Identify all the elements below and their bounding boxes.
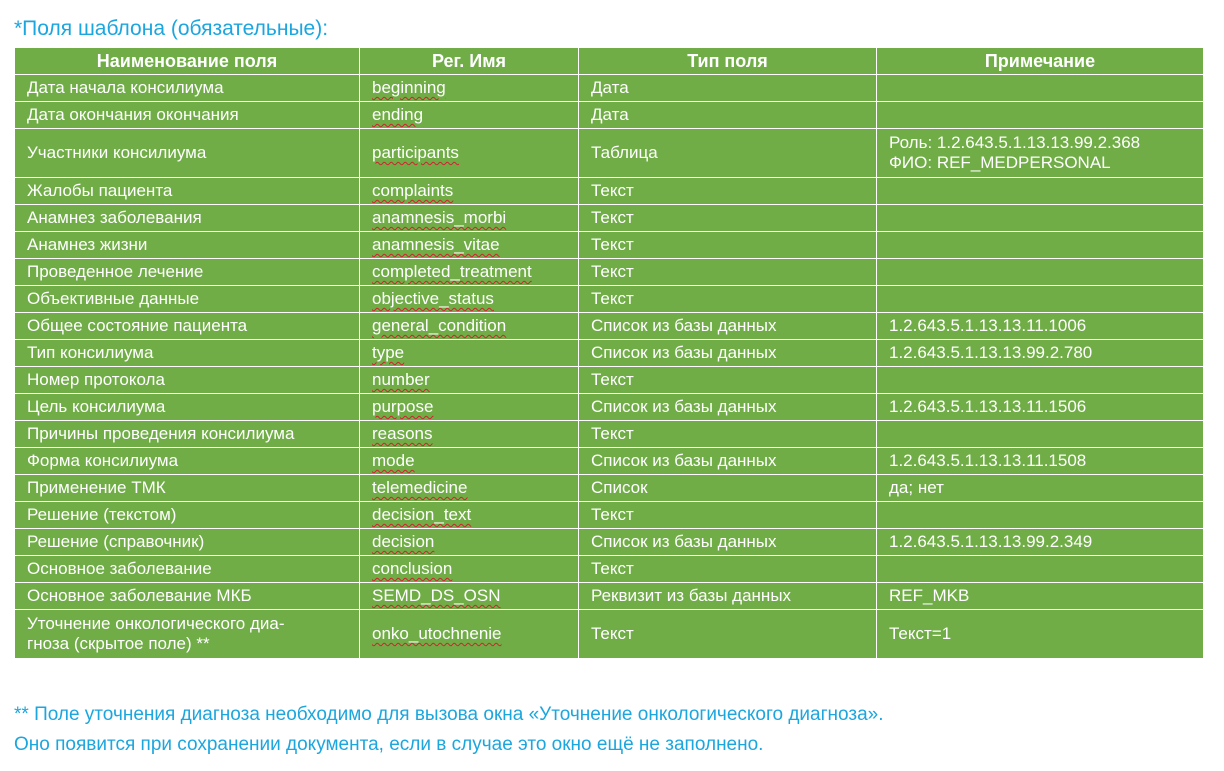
reg-name-cell xyxy=(360,205,579,232)
reg-name-cell xyxy=(360,340,579,367)
note-cell: REF_MKB xyxy=(877,583,1204,610)
field-name-cell: Основное заболевание МКБ xyxy=(15,583,360,610)
reg-name-cell xyxy=(360,313,579,340)
reg-name-cell xyxy=(360,394,579,421)
reg-name-cell xyxy=(360,102,579,129)
field-name-cell: Решение (справочник) xyxy=(15,529,360,556)
field-name-cell: Форма консилиума xyxy=(15,448,360,475)
field-type-cell: Список из базы данных xyxy=(579,340,877,367)
note-cell: 1.2.643.5.1.13.13.11.1006 xyxy=(877,313,1204,340)
reg-name-text: participants xyxy=(372,143,459,162)
table-row xyxy=(15,178,1204,205)
note-cell: 1.2.643.5.1.13.13.99.2.780 xyxy=(877,340,1204,367)
template-fields-table xyxy=(14,47,1204,659)
note-cell xyxy=(877,367,1204,394)
reg-name-cell xyxy=(360,502,579,529)
column-header-note: Примечание xyxy=(877,48,1204,75)
footnote-line-1: ** Поле уточнения диагноза необходимо для вызова окна «Уточнение онкологического диагноза». xyxy=(14,704,884,725)
table-row xyxy=(15,529,1204,556)
field-name-cell: Тип консилиума xyxy=(15,340,360,367)
field-name-cell: Анамнез заболевания xyxy=(15,205,360,232)
note-cell: 1.2.643.5.1.13.13.11.1506 xyxy=(877,394,1204,421)
reg-name-cell xyxy=(360,286,579,313)
field-name-cell: Основное заболевание xyxy=(15,556,360,583)
table-header-row xyxy=(15,48,1204,75)
field-name-cell: Применение ТМК xyxy=(15,475,360,502)
table-row xyxy=(15,205,1204,232)
field-type-cell: Текст xyxy=(579,286,877,313)
reg-name-text: conclusion xyxy=(372,559,453,578)
reg-name-cell xyxy=(360,556,579,583)
note-cell xyxy=(877,178,1204,205)
table-row xyxy=(15,502,1204,529)
field-name-cell: Общее состояние пациента xyxy=(15,313,360,340)
field-type-cell: Текст xyxy=(579,556,877,583)
table-row xyxy=(15,448,1204,475)
field-name-cell xyxy=(15,610,360,659)
reg-name-text: beginning xyxy=(372,78,446,97)
note-cell: 1.2.643.5.1.13.13.11.1508 xyxy=(877,448,1204,475)
field-type-cell: Список xyxy=(579,475,877,502)
reg-name-text: onko_utochnenie xyxy=(372,624,502,643)
note-line: ФИО: REF_MEDPERSONAL xyxy=(889,153,1111,172)
field-name-cell: Причины проведения консилиума xyxy=(15,421,360,448)
field-type-cell: Список из базы данных xyxy=(579,313,877,340)
column-header-name: Наименование поля xyxy=(15,48,360,75)
field-type-cell: Список из базы данных xyxy=(579,529,877,556)
reg-name-cell xyxy=(360,475,579,502)
field-name-cell: Анамнез жизни xyxy=(15,232,360,259)
field-type-cell: Текст xyxy=(579,421,877,448)
field-type-cell: Текст xyxy=(579,367,877,394)
field-type-cell: Текст xyxy=(579,610,877,659)
field-type-cell: Список из базы данных xyxy=(579,448,877,475)
field-name-cell: Проведенное лечение xyxy=(15,259,360,286)
reg-name-text: complaints xyxy=(372,181,454,200)
reg-name-text: anamnesis_vitae xyxy=(372,235,500,254)
table-row xyxy=(15,102,1204,129)
reg-name-text: type xyxy=(372,343,405,362)
footnote xyxy=(14,700,884,760)
table-row xyxy=(15,556,1204,583)
table-row xyxy=(15,286,1204,313)
reg-name-cell xyxy=(360,529,579,556)
table-row xyxy=(15,610,1204,659)
reg-name-cell xyxy=(360,129,579,178)
reg-name-cell xyxy=(360,178,579,205)
footnote-line-2: Оно появится при сохранении документа, если в случае это окно ещё не заполнено. xyxy=(14,734,764,755)
reg-name-text: anamnesis_morbi xyxy=(372,208,507,227)
reg-name-text: number xyxy=(372,370,430,389)
field-name-cell: Объективные данные xyxy=(15,286,360,313)
field-type-cell: Таблица xyxy=(579,129,877,178)
note-cell xyxy=(877,75,1204,102)
field-name-cell: Дата окончания окончания xyxy=(15,102,360,129)
reg-name-text: purpose xyxy=(372,397,434,416)
reg-name-cell xyxy=(360,421,579,448)
note-cell xyxy=(877,502,1204,529)
note-cell: 1.2.643.5.1.13.13.99.2.349 xyxy=(877,529,1204,556)
note-cell: да; нет xyxy=(877,475,1204,502)
field-name-cell: Жалобы пациента xyxy=(15,178,360,205)
column-header-type: Тип поля xyxy=(579,48,877,75)
note-cell xyxy=(877,102,1204,129)
table-row xyxy=(15,313,1204,340)
note-cell: Текст=1 xyxy=(877,610,1204,659)
note-cell xyxy=(877,205,1204,232)
field-type-cell: Текст xyxy=(579,232,877,259)
field-type-cell: Текст xyxy=(579,502,877,529)
field-name-cell: Номер протокола xyxy=(15,367,360,394)
table-row xyxy=(15,75,1204,102)
table-row xyxy=(15,583,1204,610)
reg-name-text: ending xyxy=(372,105,424,124)
note-cell xyxy=(877,232,1204,259)
reg-name-text: SEMD_DS_OSN xyxy=(372,586,501,605)
table-row xyxy=(15,421,1204,448)
field-name-cell: Цель консилиума xyxy=(15,394,360,421)
table-row xyxy=(15,129,1204,178)
reg-name-cell xyxy=(360,259,579,286)
reg-name-text: decision_text xyxy=(372,505,472,524)
field-type-cell: Дата xyxy=(579,102,877,129)
reg-name-cell xyxy=(360,583,579,610)
table-row xyxy=(15,340,1204,367)
reg-name-cell xyxy=(360,232,579,259)
reg-name-text: completed_treatment xyxy=(372,262,532,281)
reg-name-text: decision xyxy=(372,532,435,551)
field-type-cell: Дата xyxy=(579,75,877,102)
column-header-reg: Рег. Имя xyxy=(360,48,579,75)
reg-name-text: general_condition xyxy=(372,316,507,335)
field-name-cell: Участники консилиума xyxy=(15,129,360,178)
note-cell xyxy=(877,556,1204,583)
field-type-cell: Список из базы данных xyxy=(579,394,877,421)
reg-name-cell xyxy=(360,75,579,102)
field-name-cell: Решение (текстом) xyxy=(15,502,360,529)
reg-name-cell xyxy=(360,610,579,659)
field-type-cell: Реквизит из базы данных xyxy=(579,583,877,610)
table-row xyxy=(15,259,1204,286)
table-row xyxy=(15,232,1204,259)
field-type-cell: Текст xyxy=(579,205,877,232)
field-name-line: гноза (скрытое поле) ** xyxy=(27,634,210,653)
reg-name-text: telemedicine xyxy=(372,478,468,497)
table-row xyxy=(15,394,1204,421)
reg-name-text: objective_status xyxy=(372,289,494,308)
table-row xyxy=(15,475,1204,502)
note-cell xyxy=(877,421,1204,448)
reg-name-text: reasons xyxy=(372,424,433,443)
page-heading: *Поля шаблона (обязательные): xyxy=(14,17,329,40)
field-type-cell: Текст xyxy=(579,259,877,286)
field-type-cell: Текст xyxy=(579,178,877,205)
reg-name-cell xyxy=(360,367,579,394)
reg-name-text: mode xyxy=(372,451,415,470)
table-row xyxy=(15,367,1204,394)
note-line: Роль: 1.2.643.5.1.13.13.99.2.368 xyxy=(889,133,1141,152)
note-cell xyxy=(877,286,1204,313)
reg-name-cell xyxy=(360,448,579,475)
note-cell xyxy=(877,129,1204,178)
field-name-line: Уточнение онкологического диа- xyxy=(27,614,285,633)
field-name-cell: Дата начала консилиума xyxy=(15,75,360,102)
note-cell xyxy=(877,259,1204,286)
